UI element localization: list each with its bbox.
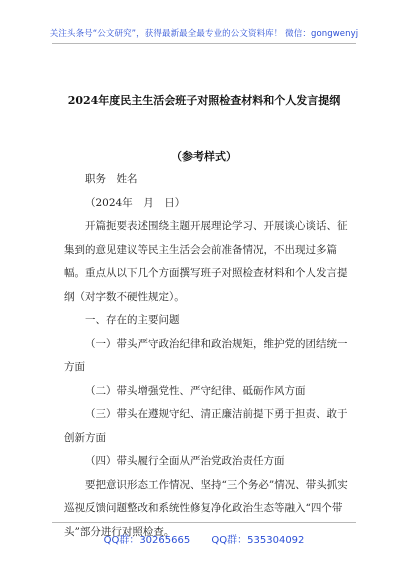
item-one: （一）带头严守政治纪律和政治规矩，维护党的团结统一方面 [64, 337, 348, 373]
closing-paragraph: 要把意识形态工作情况、坚持“三个务必”情况、带头抓实巡视反馈问题整改和系统性修复净化政治生态等融入“四个带头”部分进行对照检查。 [64, 478, 348, 538]
footer-contacts [0, 531, 408, 546]
item-four: （四）带头履行全面从严治党政治责任方面 [85, 455, 285, 467]
intro-paragraph: 开篇扼要表述围绕主题开展理论学习、开展谈心谈话、征集到的意见建议等民主生活会会前准备情况，不出现过多篇幅。重点从以下几个方面撰写班子对照检查材料和个人发言提纲（对字数不硬性规定）。 [64, 220, 348, 303]
document-title: 2024年度民主生活会班子对照检查材料和个人发言提纲 [67, 94, 341, 107]
item-three: （三）带头在遵规守纪、清正廉洁前提下勇于担责、敢于创新方面 [64, 408, 348, 444]
document-body [64, 168, 348, 544]
date-line: （2024年 月 日） [85, 196, 186, 209]
header-note: 关注头条号“公文研究”，获得最新最全最专业的公文资料库！ 微信：gongwenyj [49, 29, 359, 39]
item-two: （二）带头增强党性、严守纪律、砥砺作风方面 [85, 384, 306, 397]
header-divider [52, 43, 356, 44]
document-subtitle: （参考样式） [171, 150, 237, 163]
section-heading: 一、存在的主要问题 [85, 314, 180, 326]
footer-qq-group-1: QQ群：30265665 [103, 535, 191, 546]
position-name-line: 职务 姓名 [85, 173, 138, 185]
footer-qq-group-2: QQ群：535304092 [211, 535, 305, 546]
footer-divider [52, 522, 356, 523]
